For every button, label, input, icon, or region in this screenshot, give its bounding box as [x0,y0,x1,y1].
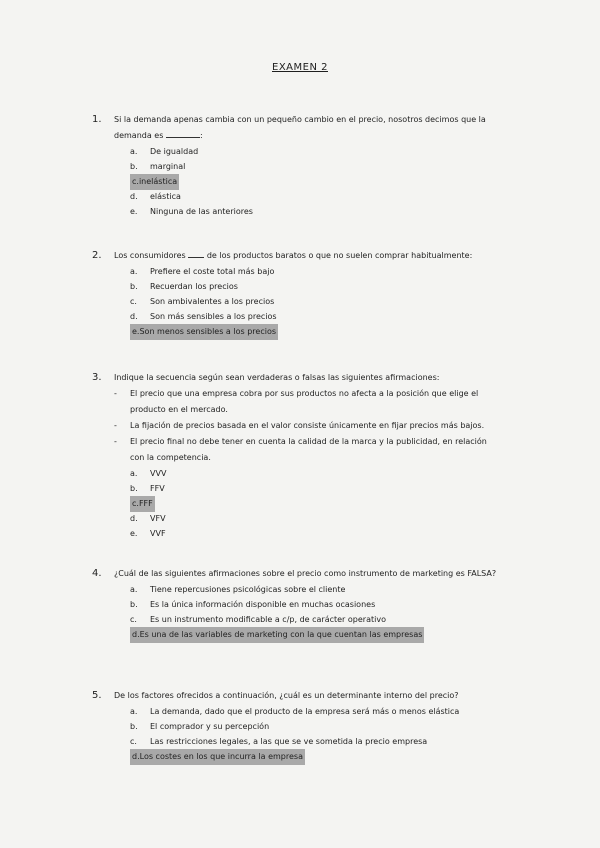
answer-blank [188,251,204,258]
question-text: ¿Cuál de las siguientes afirmaciones sobre el precio como instrumento de marketing es FALSA? [114,569,497,578]
statement: - El precio final no debe tener en cuenta la calidad de la marca y la publicidad, en relación con la competencia. [114,437,487,462]
highlight-mark: d.Es una de las variables de marketing con la que cuentan las empresas [130,627,424,643]
option: e. Ninguna de las anteriores [130,206,253,216]
answer-blank [166,131,200,138]
question-3 [92,370,502,541]
question-number: 1. [92,114,102,125]
question-text: Los consumidores de los productos baratos o que no suelen comprar habitualmente: [114,251,473,260]
option: a. La demanda, dado que el producto de la empresa será más o menos elástica [130,706,460,716]
option: b. Es la única información disponible en muchas ocasiones [130,599,376,609]
option: b. El comprador y su percepción [130,721,270,731]
option-highlighted [130,496,502,511]
highlight-mark: e.Son menos sensibles a los precios [130,324,278,340]
question-number: 3. [92,372,102,383]
statements-list [114,386,502,466]
option: c. Son ambivalentes a los precios [130,296,275,306]
question-2 [92,248,502,339]
question-4 [92,566,502,642]
question-1 [92,112,502,219]
question-text: Indique la secuencia según sean verdaderas o falsas las siguientes afirmaciones: [114,373,440,382]
question-5 [92,688,502,764]
options-list [130,704,502,764]
highlight-mark: c.FFF [130,496,155,512]
question-number: 5. [92,690,102,701]
option-highlighted [130,174,502,189]
option: c. Las restricciones legales, a las que se ve sometida la precio empresa [130,736,428,746]
option: c. Es un instrumento modificable a c/p, de carácter operativo [130,614,386,624]
exam-title: EXAMEN 2 [272,62,328,73]
option-highlighted [130,627,502,642]
question-text: Si la demanda apenas cambia con un pequeño cambio en el precio, nosotros decimos que la demanda es : [114,115,486,140]
option: a. Tiene repercusiones psicológicas sobre el cliente [130,584,346,594]
highlight-mark: c.inelástica [130,174,179,190]
option: b. FFV [130,483,165,493]
options-list [130,466,502,541]
option: a. VVV [130,468,167,478]
option: d. elástica [130,191,181,201]
highlight-mark: d.Los costes en los que incurra la empresa [130,749,305,765]
option-highlighted [130,324,502,339]
options-list [130,144,502,219]
statement: - El precio que una empresa cobra por sus productos no afecta a la posición que elige el producto en el mercado. [114,389,479,414]
options-list [130,582,502,642]
option: b. Recuerdan los precios [130,281,238,291]
options-list [130,264,502,339]
question-text: De los factores ofrecidos a continuación, ¿cuál es un determinante interno del precio? [114,691,459,700]
option: b. marginal [130,161,186,171]
question-number: 4. [92,568,102,579]
option: d. VFV [130,513,166,523]
option: a. De igualdad [130,146,199,156]
option: e. VVF [130,528,166,538]
question-number: 2. [92,250,102,261]
option-highlighted [130,749,502,764]
option: a. Prefiere el coste total más bajo [130,266,275,276]
option: d. Son más sensibles a los precios [130,311,277,321]
statement: - La fijación de precios basada en el valor consiste únicamente en fijar precios más bajos. [114,421,485,430]
